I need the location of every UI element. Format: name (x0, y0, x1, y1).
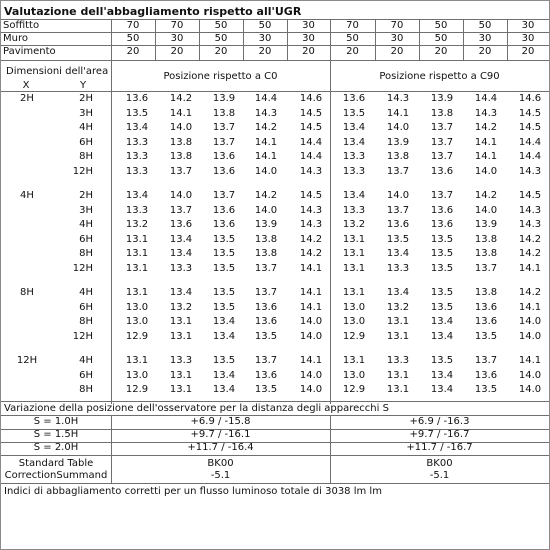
reflectance-label: Soffitto (3, 20, 40, 31)
reflectance-value: 70 (170, 20, 184, 31)
reflectance-value: 30 (170, 33, 184, 44)
ugr-value-c0: 14.4 (299, 151, 323, 162)
ugr-value-c90: 13.4 (430, 384, 454, 395)
ugr-value-c0: 13.1 (125, 355, 149, 366)
ugr-value-c0: 13.5 (254, 384, 278, 395)
area-x-label: 8H (20, 287, 34, 298)
area-y-label: 6H (79, 370, 93, 381)
ugr-value-c90: 14.5 (518, 122, 542, 133)
ugr-value-c0: 14.0 (254, 205, 278, 216)
area-y-label: 6H (79, 137, 93, 148)
standard-table-label: Standard Table (18, 458, 94, 469)
ugr-value-c0: 14.6 (299, 93, 323, 104)
ugr-value-c0: 13.5 (212, 234, 236, 245)
ugr-value-c0: 13.8 (254, 248, 278, 259)
ugr-value-c90: 14.3 (518, 166, 542, 177)
ugr-value-c90: 14.0 (518, 384, 542, 395)
ugr-value-c0: 13.1 (125, 248, 149, 259)
ugr-value-c0: 14.0 (254, 166, 278, 177)
ugr-value-c90: 14.6 (518, 93, 542, 104)
ugr-value-c90: 14.0 (474, 205, 498, 216)
ugr-value-c0: 13.4 (125, 190, 149, 201)
area-x-label: 12H (16, 355, 38, 366)
ugr-value-c0: 14.3 (299, 166, 323, 177)
ugr-value-c0: 13.2 (169, 302, 193, 313)
ugr-value-c0: 13.8 (169, 137, 193, 148)
ugr-value-c90: 13.8 (386, 151, 410, 162)
ugr-value-c90: 13.1 (386, 331, 410, 342)
ugr-value-c90: 13.5 (342, 108, 366, 119)
ugr-value-c90: 14.2 (518, 287, 542, 298)
ugr-value-c90: 14.0 (386, 190, 410, 201)
ugr-value-c0: 12.9 (125, 331, 149, 342)
ugr-value-c90: 13.3 (386, 263, 410, 274)
reflectance-value: 20 (478, 46, 492, 57)
ugr-value-c0: 14.2 (254, 190, 278, 201)
ugr-value-c0: 14.1 (299, 287, 323, 298)
ugr-value-c90: 13.7 (430, 190, 454, 201)
ugr-value-c0: 13.1 (125, 287, 149, 298)
ugr-value-c0: 13.4 (212, 331, 236, 342)
ugr-value-c0: 13.1 (125, 234, 149, 245)
ugr-value-c90: 14.1 (518, 302, 542, 313)
ugr-value-c90: 13.8 (474, 287, 498, 298)
ugr-value-c90: 12.9 (342, 384, 366, 395)
ugr-value-c0: 13.7 (212, 190, 236, 201)
ugr-value-c0: 14.0 (299, 384, 323, 395)
ugr-value-c90: 14.0 (518, 370, 542, 381)
footnote: Indici di abbagliamento corretti per un flusso luminoso totale di 3038 lm lm (4, 486, 382, 497)
table-title: Valutazione dell'abbagliamento rispetto all'UGR (4, 5, 302, 18)
ugr-value-c90: 14.2 (474, 122, 498, 133)
ugr-value-c90: 12.9 (342, 331, 366, 342)
ugr-value-c90: 13.3 (386, 355, 410, 366)
area-y-label: 12H (72, 263, 93, 274)
area-y-label: 3H (79, 205, 93, 216)
reflectance-value: 70 (390, 20, 404, 31)
ugr-value-c90: 14.1 (518, 355, 542, 366)
ugr-value-c90: 14.0 (518, 331, 542, 342)
reflectance-value: 30 (521, 20, 535, 31)
ugr-value-c0: 13.3 (125, 151, 149, 162)
variation-c0-value: +9.7 / -16.1 (190, 429, 251, 440)
ugr-value-c0: 13.0 (125, 370, 149, 381)
variation-c0-value: +6.9 / -15.8 (190, 416, 251, 427)
y-axis-label: Y (79, 80, 87, 91)
ugr-value-c0: 13.1 (169, 316, 193, 327)
ugr-value-c90: 13.5 (386, 234, 410, 245)
ugr-value-c0: 13.9 (254, 219, 278, 230)
ugr-value-c0: 13.4 (169, 234, 193, 245)
ugr-value-c90: 13.1 (386, 370, 410, 381)
ugr-value-c0: 13.1 (125, 263, 149, 274)
area-y-label: 2H (79, 190, 93, 201)
ugr-value-c0: 13.0 (125, 316, 149, 327)
ugr-value-c90: 13.5 (430, 355, 454, 366)
ugr-value-c90: 14.4 (518, 151, 542, 162)
area-x-label: 2H (20, 93, 34, 104)
ugr-value-c0: 13.5 (212, 263, 236, 274)
ugr-value-c0: 13.1 (169, 370, 193, 381)
ugr-value-c90: 13.6 (474, 370, 498, 381)
ugr-value-c90: 13.8 (430, 108, 454, 119)
ugr-value-c0: 12.9 (125, 384, 149, 395)
ugr-value-c90: 13.4 (342, 137, 366, 148)
variation-c90-value: +6.9 / -16.3 (409, 416, 470, 427)
ugr-value-c0: 14.2 (299, 234, 323, 245)
ugr-value-c0: 13.9 (212, 93, 236, 104)
ugr-value-c90: 13.5 (430, 287, 454, 298)
ugr-value-c90: 13.0 (342, 302, 366, 313)
ugr-value-c0: 14.1 (299, 263, 323, 274)
reflectance-value: 20 (170, 46, 184, 57)
area-y-label: 8H (79, 316, 93, 327)
c0-position-header: Posizione rispetto a C0 (163, 71, 278, 82)
ugr-value-c0: 14.0 (299, 370, 323, 381)
ugr-value-c90: 13.6 (430, 205, 454, 216)
ugr-value-c0: 14.3 (299, 205, 323, 216)
ugr-value-c90: 13.4 (342, 190, 366, 201)
ugr-value-c0: 14.5 (299, 190, 323, 201)
reflectance-value: 30 (478, 33, 492, 44)
ugr-value-c90: 14.2 (474, 190, 498, 201)
ugr-value-c90: 13.7 (386, 166, 410, 177)
area-y-label: 3H (79, 108, 93, 119)
ugr-value-c90: 13.5 (474, 384, 498, 395)
ugr-value-c90: 13.9 (474, 219, 498, 230)
ugr-value-c0: 13.7 (169, 166, 193, 177)
ugr-value-c0: 13.6 (212, 219, 236, 230)
reflectance-value: 20 (126, 46, 140, 57)
ugr-value-c0: 14.1 (299, 355, 323, 366)
ugr-value-c0: 14.5 (299, 122, 323, 133)
reflectance-value: 20 (434, 46, 448, 57)
ugr-value-c0: 14.3 (299, 219, 323, 230)
ugr-value-c0: 13.3 (169, 263, 193, 274)
ugr-value-c0: 13.3 (125, 166, 149, 177)
ugr-value-c90: 13.3 (342, 205, 366, 216)
reflectance-value: 50 (346, 33, 359, 44)
ugr-value-c0: 13.7 (212, 137, 236, 148)
ugr-value-c90: 13.9 (386, 137, 410, 148)
ugr-value-c0: 13.6 (125, 93, 149, 104)
ugr-value-c90: 13.7 (474, 263, 498, 274)
ugr-value-c90: 13.3 (342, 166, 366, 177)
ugr-value-c0: 14.1 (254, 137, 278, 148)
ugr-value-c90: 13.7 (386, 205, 410, 216)
ugr-value-c90: 13.6 (430, 166, 454, 177)
ugr-value-c90: 13.4 (386, 287, 410, 298)
ugr-value-c90: 13.4 (386, 248, 410, 259)
ugr-value-c90: 13.0 (342, 370, 366, 381)
h-rule (1, 60, 549, 61)
correction-summand-c90: -5.1 (429, 470, 450, 481)
ugr-value-c0: 13.8 (254, 234, 278, 245)
ugr-value-c0: 13.7 (212, 122, 236, 133)
ugr-value-c0: 13.0 (125, 302, 149, 313)
ugr-value-c0: 13.4 (169, 248, 193, 259)
ugr-value-c0: 13.4 (212, 384, 236, 395)
ugr-value-c0: 13.3 (125, 137, 149, 148)
reflectance-value: 20 (302, 46, 315, 57)
ugr-value-c0: 13.5 (212, 355, 236, 366)
ugr-value-c90: 14.1 (474, 151, 498, 162)
ugr-value-c90: 14.1 (386, 108, 410, 119)
ugr-value-c90: 13.7 (474, 355, 498, 366)
ugr-value-c0: 13.7 (254, 287, 278, 298)
ugr-value-c0: 13.5 (212, 287, 236, 298)
ugr-value-c90: 13.6 (386, 219, 410, 230)
ugr-value-c90: 13.4 (430, 331, 454, 342)
variation-title: Variazione della posizione dell'osservatore per la distanza degli apparecchi S (4, 403, 389, 414)
ugr-value-c90: 13.1 (342, 355, 366, 366)
ugr-value-c0: 13.1 (169, 331, 193, 342)
ugr-value-c0: 13.3 (125, 205, 149, 216)
correction-summand-label: CorrectionSummand (4, 470, 108, 481)
ugr-value-c90: 13.6 (474, 316, 498, 327)
ugr-value-c90: 14.3 (518, 205, 542, 216)
ugr-value-c0: 13.7 (169, 205, 193, 216)
ugr-value-c90: 13.1 (342, 248, 366, 259)
ugr-value-c0: 13.4 (169, 287, 193, 298)
area-y-label: 2H (79, 93, 93, 104)
ugr-value-c90: 13.1 (342, 287, 366, 298)
area-y-label: 4H (79, 219, 93, 230)
ugr-value-c90: 13.0 (342, 316, 366, 327)
area-y-label: 8H (79, 384, 93, 395)
ugr-value-c0: 13.6 (212, 151, 236, 162)
ugr-value-c90: 13.1 (386, 316, 410, 327)
standard-table-c90: BK00 (426, 458, 453, 469)
ugr-value-c0: 13.6 (254, 316, 278, 327)
ugr-value-c90: 14.2 (518, 234, 542, 245)
variation-distance-label: S = 1.0H (33, 416, 79, 427)
ugr-value-c90: 13.1 (342, 263, 366, 274)
ugr-value-c0: 14.1 (169, 108, 193, 119)
footnote-rule (1, 483, 549, 484)
reflectance-value: 50 (478, 20, 492, 31)
variation-c0-value: +11.7 / -16.4 (187, 442, 254, 453)
reflectance-value: 20 (258, 46, 272, 57)
reflectance-value: 50 (258, 20, 272, 31)
reflectance-value: 50 (434, 20, 448, 31)
ugr-value-c0: 14.2 (169, 93, 193, 104)
ugr-value-c90: 14.2 (518, 248, 542, 259)
variation-rule (1, 401, 549, 402)
ugr-value-c0: 13.8 (212, 108, 236, 119)
area-y-label: 4H (79, 287, 93, 298)
ugr-value-c90: 13.6 (342, 93, 366, 104)
ugr-value-c90: 14.5 (518, 190, 542, 201)
h-rule (1, 455, 549, 456)
ugr-value-c0: 13.6 (254, 302, 278, 313)
reflectance-value: 30 (302, 20, 315, 31)
ugr-value-c90: 14.1 (474, 137, 498, 148)
variation-distance-label: S = 1.5H (33, 429, 79, 440)
ugr-value-c0: 14.0 (299, 316, 323, 327)
ugr-value-c0: 13.1 (169, 384, 193, 395)
ugr-value-c90: 13.2 (386, 302, 410, 313)
ugr-value-c0: 13.6 (212, 205, 236, 216)
ugr-value-c0: 13.8 (169, 151, 193, 162)
reflectance-value: 70 (346, 20, 359, 31)
ugr-value-c90: 13.1 (386, 384, 410, 395)
ugr-value-c90: 13.2 (342, 219, 366, 230)
ugr-value-c90: 13.4 (430, 370, 454, 381)
reflectance-value: 30 (258, 33, 272, 44)
ugr-value-c90: 14.4 (474, 93, 498, 104)
ugr-value-c90: 14.5 (518, 108, 542, 119)
x-axis-label: X (22, 80, 30, 91)
area-y-label: 8H (79, 151, 93, 162)
column-header-rule (1, 91, 549, 92)
correction-summand-c0: -5.1 (210, 470, 231, 481)
ugr-value-c90: 13.9 (430, 93, 454, 104)
area-x-label: 4H (20, 190, 34, 201)
ugr-value-c90: 13.3 (342, 151, 366, 162)
ugr-value-c0: 14.4 (299, 137, 323, 148)
variation-distance-label: S = 2.0H (33, 442, 79, 453)
area-y-label: 6H (79, 234, 93, 245)
ugr-value-c0: 13.4 (212, 316, 236, 327)
ugr-value-c0: 13.5 (212, 302, 236, 313)
ugr-value-c0: 14.1 (299, 302, 323, 313)
ugr-value-c0: 13.3 (169, 355, 193, 366)
ugr-value-c0: 13.4 (212, 370, 236, 381)
area-y-label: 8H (79, 248, 93, 259)
ugr-value-c90: 13.7 (430, 151, 454, 162)
ugr-value-c0: 13.6 (169, 219, 193, 230)
ugr-value-c0: 13.7 (254, 355, 278, 366)
ugr-value-c90: 14.1 (518, 263, 542, 274)
reflectance-value: 20 (521, 46, 535, 57)
ugr-value-c90: 13.5 (430, 302, 454, 313)
v-rule (111, 61, 112, 404)
ugr-value-c0: 13.5 (125, 108, 149, 119)
reflectance-value: 30 (302, 33, 315, 44)
ugr-value-c90: 13.4 (430, 316, 454, 327)
ugr-value-c0: 13.2 (125, 219, 149, 230)
area-y-label: 12H (72, 331, 93, 342)
ugr-value-c0: 14.1 (254, 151, 278, 162)
ugr-value-c0: 13.5 (254, 331, 278, 342)
reflectance-value: 50 (434, 33, 448, 44)
reflectance-value: 30 (521, 33, 535, 44)
ugr-value-c0: 14.0 (169, 190, 193, 201)
reflectance-value: 70 (126, 20, 140, 31)
ugr-value-c90: 13.5 (430, 234, 454, 245)
ugr-value-c0: 14.2 (299, 248, 323, 259)
ugr-value-c90: 13.4 (342, 122, 366, 133)
variation-c90-value: +11.7 / -16.7 (406, 442, 473, 453)
ugr-value-c0: 13.4 (125, 122, 149, 133)
ugr-value-c90: 14.4 (518, 137, 542, 148)
ugr-value-c90: 13.1 (342, 234, 366, 245)
variation-c90-value: +9.7 / -16.7 (409, 429, 470, 440)
ugr-value-c90: 14.3 (474, 108, 498, 119)
ugr-value-c90: 14.0 (474, 166, 498, 177)
area-dimensions-label: Dimensioni dell'area (6, 66, 109, 77)
ugr-value-c90: 14.3 (518, 219, 542, 230)
ugr-value-c90: 13.5 (474, 331, 498, 342)
ugr-value-c0: 13.7 (254, 263, 278, 274)
reflectance-value: 20 (346, 46, 359, 57)
ugr-value-c90: 14.0 (386, 122, 410, 133)
ugr-value-c90: 13.6 (430, 219, 454, 230)
area-y-label: 4H (79, 122, 93, 133)
ugr-value-c0: 13.5 (212, 248, 236, 259)
ugr-value-c90: 13.6 (474, 302, 498, 313)
ugr-value-c90: 13.7 (430, 122, 454, 133)
ugr-value-c0: 14.5 (299, 108, 323, 119)
ugr-value-c0: 14.0 (299, 331, 323, 342)
ugr-value-c90: 13.5 (430, 248, 454, 259)
reflectance-value: 20 (214, 46, 228, 57)
area-y-label: 6H (79, 302, 93, 313)
ugr-value-c90: 13.5 (430, 263, 454, 274)
standard-table-c0: BK00 (207, 458, 234, 469)
area-y-label: 4H (79, 355, 93, 366)
reflectance-value: 50 (126, 33, 140, 44)
c90-position-header: Posizione rispetto a C90 (379, 71, 500, 82)
ugr-value-c0: 14.0 (169, 122, 193, 133)
reflectance-label: Pavimento (3, 46, 56, 57)
ugr-value-c90: 13.8 (474, 234, 498, 245)
reflectance-label: Muro (3, 33, 28, 44)
reflectance-value: 50 (214, 20, 228, 31)
ugr-value-c0: 13.6 (254, 370, 278, 381)
reflectance-value: 20 (390, 46, 404, 57)
ugr-value-c90: 14.0 (518, 316, 542, 327)
reflectance-value: 30 (390, 33, 404, 44)
ugr-value-c90: 14.3 (386, 93, 410, 104)
ugr-value-c0: 14.3 (254, 108, 278, 119)
area-y-label: 12H (72, 166, 93, 177)
ugr-value-c90: 13.7 (430, 137, 454, 148)
ugr-value-c0: 14.4 (254, 93, 278, 104)
ugr-value-c0: 14.2 (254, 122, 278, 133)
ugr-value-c90: 13.8 (474, 248, 498, 259)
reflectance-value: 50 (214, 33, 228, 44)
ugr-value-c0: 13.6 (212, 166, 236, 177)
